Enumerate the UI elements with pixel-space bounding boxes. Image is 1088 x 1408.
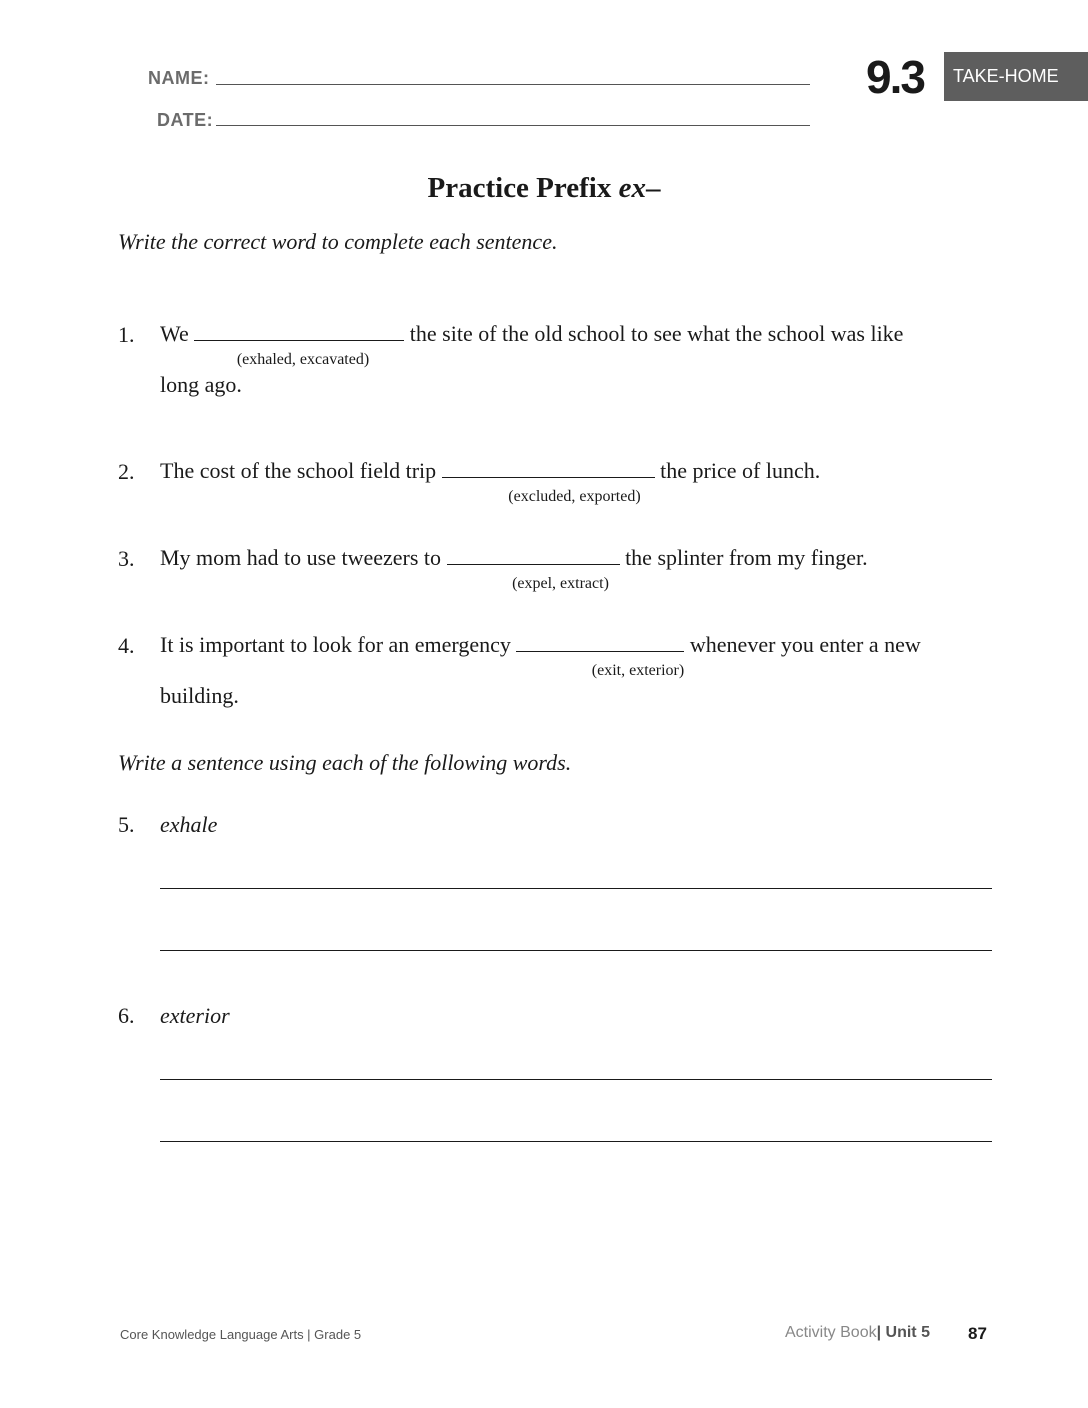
sentence-2 — [160, 456, 820, 486]
answer-blank-2[interactable] — [442, 457, 655, 478]
sentence-text: the splinter from my finger. — [625, 545, 868, 570]
word-choices-3: (expel, extract) — [512, 575, 609, 592]
sentence-4-continuation: building. — [160, 683, 239, 708]
date-label: DATE: — [157, 110, 214, 130]
item-number: 1. — [118, 322, 135, 347]
writing-line[interactable] — [160, 1141, 992, 1142]
vocab-word-5: exhale — [160, 812, 218, 837]
sentence-text: My mom had to use tweezers to — [160, 545, 442, 570]
instructions-part2: Write a sentence using each of the following words. — [118, 750, 572, 775]
footer-book — [785, 1324, 930, 1342]
sentence-text: It is important to look for an emergency — [160, 632, 511, 657]
name-field[interactable] — [216, 84, 810, 85]
instructions-part1: Write the correct word to complete each sentence. — [118, 229, 558, 254]
page-number: 87 — [968, 1324, 987, 1343]
sentence-4 — [160, 630, 921, 660]
title-text: Practice Prefix — [427, 172, 619, 204]
footer-unit: | Unit 5 — [876, 1324, 930, 1341]
page-title — [0, 172, 1088, 205]
item-number: 6. — [118, 1003, 135, 1028]
date-field[interactable] — [216, 125, 810, 126]
writing-line[interactable] — [160, 1079, 992, 1080]
vocab-word-6: exterior — [160, 1003, 230, 1028]
item-number: 4. — [118, 633, 135, 658]
word-choices-1: (exhaled, excavated) — [236, 351, 370, 368]
item-number: 5. — [118, 812, 135, 837]
writing-line[interactable] — [160, 888, 992, 889]
name-label: NAME: — [148, 68, 210, 88]
answer-blank-4[interactable] — [516, 631, 684, 652]
take-home-badge-label: TAKE-HOME — [953, 66, 1059, 86]
answer-blank-1[interactable] — [194, 320, 404, 341]
title-dash: – — [645, 172, 661, 204]
take-home-badge — [944, 52, 1088, 101]
sentence-text: whenever you enter a new — [689, 632, 921, 657]
sentence-text: The cost of the school field trip — [160, 458, 437, 483]
sentence-text: the price of lunch. — [660, 458, 821, 483]
title-prefix: ex — [618, 172, 646, 204]
word-choices-2: (excluded, exported) — [508, 488, 641, 505]
sentence-text: We — [160, 321, 189, 346]
answer-blank-3[interactable] — [447, 544, 620, 565]
sentence-1-continuation: long ago. — [160, 372, 242, 397]
sentence-3 — [160, 543, 868, 573]
word-choices-4: (exit, exterior) — [591, 662, 685, 679]
sentence-1 — [160, 319, 903, 349]
footer-series: Core Knowledge Language Arts | Grade 5 — [120, 1327, 362, 1342]
footer-book-title: Activity Book — [785, 1324, 877, 1341]
sentence-text: the site of the old school to see what the school was like — [409, 321, 904, 346]
writing-line[interactable] — [160, 950, 992, 951]
item-number: 3. — [118, 546, 135, 571]
lesson-number: 9.3 — [866, 51, 924, 103]
item-number: 2. — [118, 459, 135, 484]
